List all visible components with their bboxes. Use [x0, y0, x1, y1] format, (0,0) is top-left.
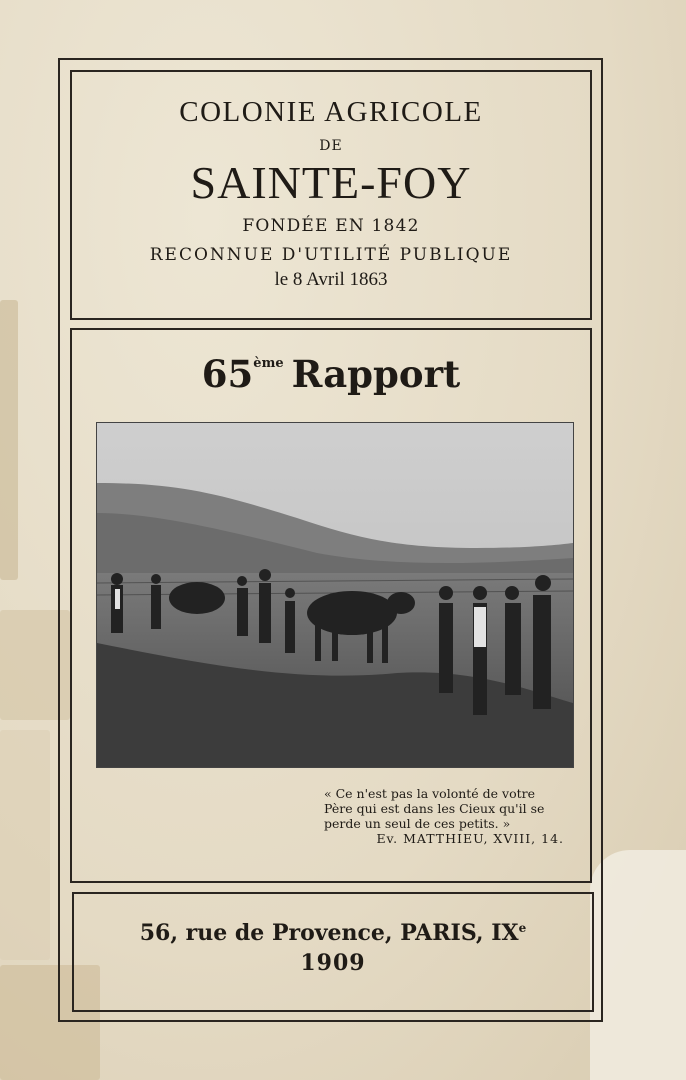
address-text: 56, rue de Provence, PARIS, IX	[139, 920, 519, 946]
report-number: 65	[201, 352, 254, 396]
quote-line-2: Père qui est dans les Cieux qu'il se	[324, 801, 545, 816]
bible-quote	[324, 786, 564, 846]
title-line-2: DE	[319, 138, 343, 154]
main-title: SAINTE-FOY	[190, 157, 472, 208]
publication-year: 1909	[300, 950, 366, 976]
report-panel	[70, 328, 592, 883]
paper-tear	[590, 850, 686, 1080]
photo-ox-plowing	[96, 422, 574, 768]
report-word: Rapport	[291, 352, 461, 396]
title-line-1: COLONIE AGRICOLE	[179, 96, 483, 128]
publisher-address	[74, 920, 592, 946]
quote-line-3: perde un seul de ces petits. »	[324, 816, 511, 831]
founded-line: FONDÉE EN 1842	[242, 216, 420, 236]
quote-line-1: « Ce n'est pas la volonté de votre	[324, 786, 536, 801]
date-line: le 8 Avril 1863	[274, 269, 388, 290]
address-sup: e	[518, 921, 527, 935]
recognized-line: RECONNUE D'UTILITÉ PUBLIQUE	[149, 245, 513, 265]
paper-stain	[0, 730, 50, 960]
paper-stain	[0, 300, 18, 580]
title-panel	[70, 70, 592, 320]
report-heading	[72, 352, 590, 396]
report-suffix: ème	[253, 356, 284, 371]
publisher-panel	[72, 892, 594, 1012]
quote-source: Ev. MATTHIEU, XVIII, 14.	[376, 831, 564, 846]
